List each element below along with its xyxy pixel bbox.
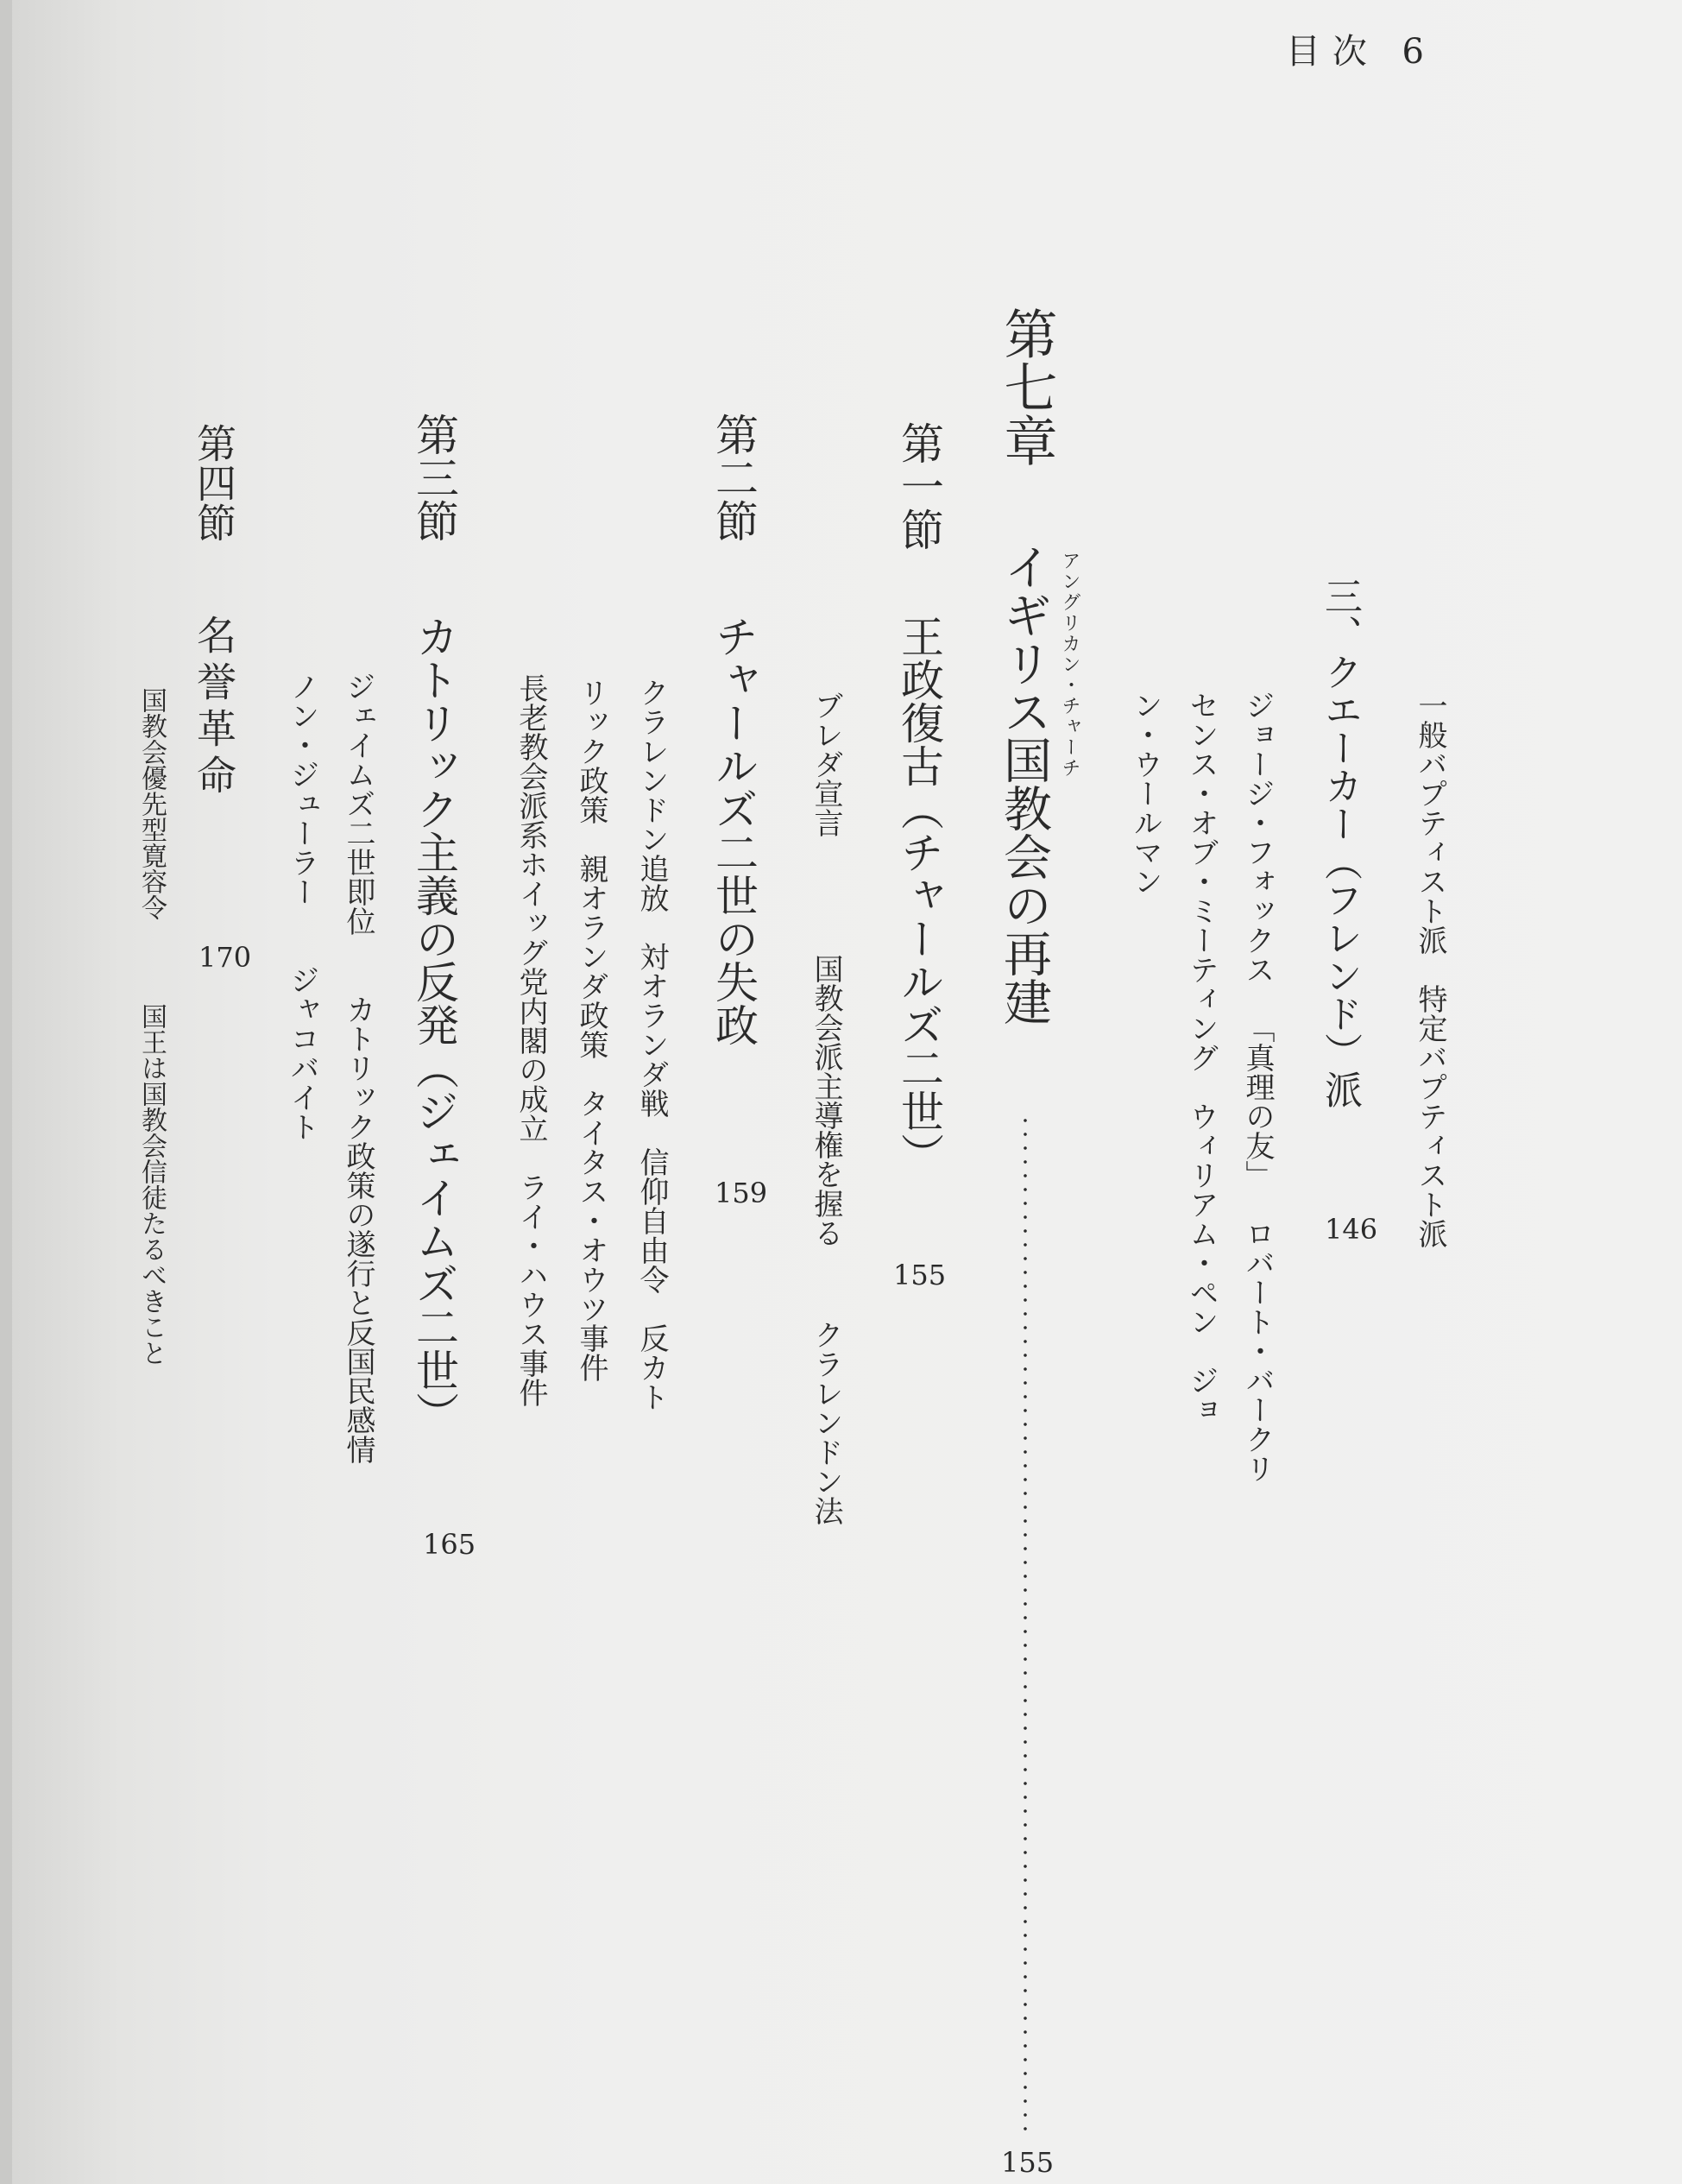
prev-line-1-a: 一般バプティスト派 [1413, 691, 1447, 955]
prev-line-1 [1415, 691, 1445, 1248]
section-3-item-2: カトリック政策の遂行と反国民感情 [341, 994, 375, 1464]
prev-sub-line-1 [1240, 691, 1275, 1483]
section-2-item-4: 反カト [634, 1323, 669, 1411]
section-4-items-line-1 [136, 687, 167, 1366]
prev-sub-2-a: センス・オブ・ミーティング [1184, 691, 1219, 1072]
section-2-page: 159 [715, 1177, 768, 1209]
section-2-label: 第二節 [709, 413, 759, 542]
section-3-item-1: ジェイムズ二世即位 [341, 672, 375, 936]
section-2-items-line-2 [576, 678, 606, 1382]
section-2-item-1: クラレンドン追放 [634, 678, 669, 912]
section-2-item-5: リック政策 [574, 678, 608, 824]
section-3-label: 第三節 [409, 413, 459, 542]
prev-sub-2-b: ウィリアム・ペン [1184, 1101, 1219, 1336]
section-1-page: 155 [893, 1259, 947, 1291]
section-1-title: 王政復古（チャールズ二世） [894, 615, 944, 1176]
chapter-page: 155 [1001, 2146, 1055, 2179]
section-2-item-6: 親オランダ政策 [574, 854, 608, 1059]
prev-sub-1-a: ジョージ・フォックス [1240, 691, 1275, 984]
prev-sub-1-c: ロバート・バークリ [1240, 1219, 1275, 1483]
section-1-items-line-1 [811, 691, 841, 1525]
section-3-item-4: ジャコバイト [285, 965, 319, 1141]
prev-sub-1-b: 「真理の友」 [1240, 1013, 1275, 1190]
section-1-label: 第一節 [894, 421, 944, 551]
section-3-item-3: ノン・ジューラー [285, 672, 319, 906]
prev-sub-line-2 [1184, 691, 1219, 1424]
section-1-item-1: ブレダ宣言 [809, 691, 843, 837]
page-edge [0, 0, 12, 2184]
section-2-item-3: 信仰自由令 [634, 1147, 669, 1294]
chapter-title: イギリス国教会の再建 [996, 542, 1052, 1026]
section-2-item-7: タイタス・オウツ事件 [574, 1089, 608, 1382]
section-1-item-3: クラレンドン法 [809, 1320, 843, 1525]
chapter-label: 第七章 [995, 306, 1058, 467]
section-3-page: 165 [423, 1528, 476, 1561]
section-4-title: 名誉革命 [191, 615, 237, 801]
prev-item-3-page: 146 [1325, 1213, 1378, 1246]
prev-item-3-number: 三、 [1318, 577, 1362, 653]
section-4-page: 170 [198, 941, 252, 974]
section-3-items-line-2 [287, 672, 317, 1141]
chapter-ruby: アングリカン・チャーチ [1059, 551, 1080, 779]
section-3-title: カトリック主義の反発（ジェイムズ二世） [409, 615, 459, 1435]
section-2-item-8: 長老教会派系ホイッグ党内閣の成立 [513, 673, 548, 1143]
prev-item-3 [1318, 577, 1362, 1108]
prev-item-3-title: クエーカー（フレンド）派 [1318, 653, 1362, 1108]
section-3-items-line-1 [343, 672, 373, 1464]
section-2-items-line-1 [634, 678, 669, 1411]
section-2-items-line-3 [513, 673, 548, 1407]
prev-sub-2-c: ジョ [1184, 1366, 1219, 1424]
running-header [1286, 24, 1436, 73]
prev-sub-line-3: ン・ウールマン [1128, 691, 1162, 896]
section-1-item-2: 国教会派主導権を握る [809, 954, 843, 1247]
section-4-item-1: 国教会優先型寛容令 [136, 687, 167, 920]
section-4-label: 第四節 [191, 423, 237, 542]
header-page-number: 6 [1402, 32, 1436, 72]
section-2-item-2: 対オランダ戦 [634, 942, 669, 1118]
header-label: 目次 [1285, 32, 1379, 72]
section-2-item-9: ライ・ハウス事件 [513, 1172, 548, 1407]
section-2-title: チャールズ二世の失政 [709, 615, 759, 1046]
section-4-item-2: 国王は国教会信徒たるべきこと [136, 1003, 167, 1366]
chapter-leader-dots [1022, 1114, 1029, 2132]
prev-line-1-b: 特定バプティスト派 [1413, 984, 1447, 1248]
